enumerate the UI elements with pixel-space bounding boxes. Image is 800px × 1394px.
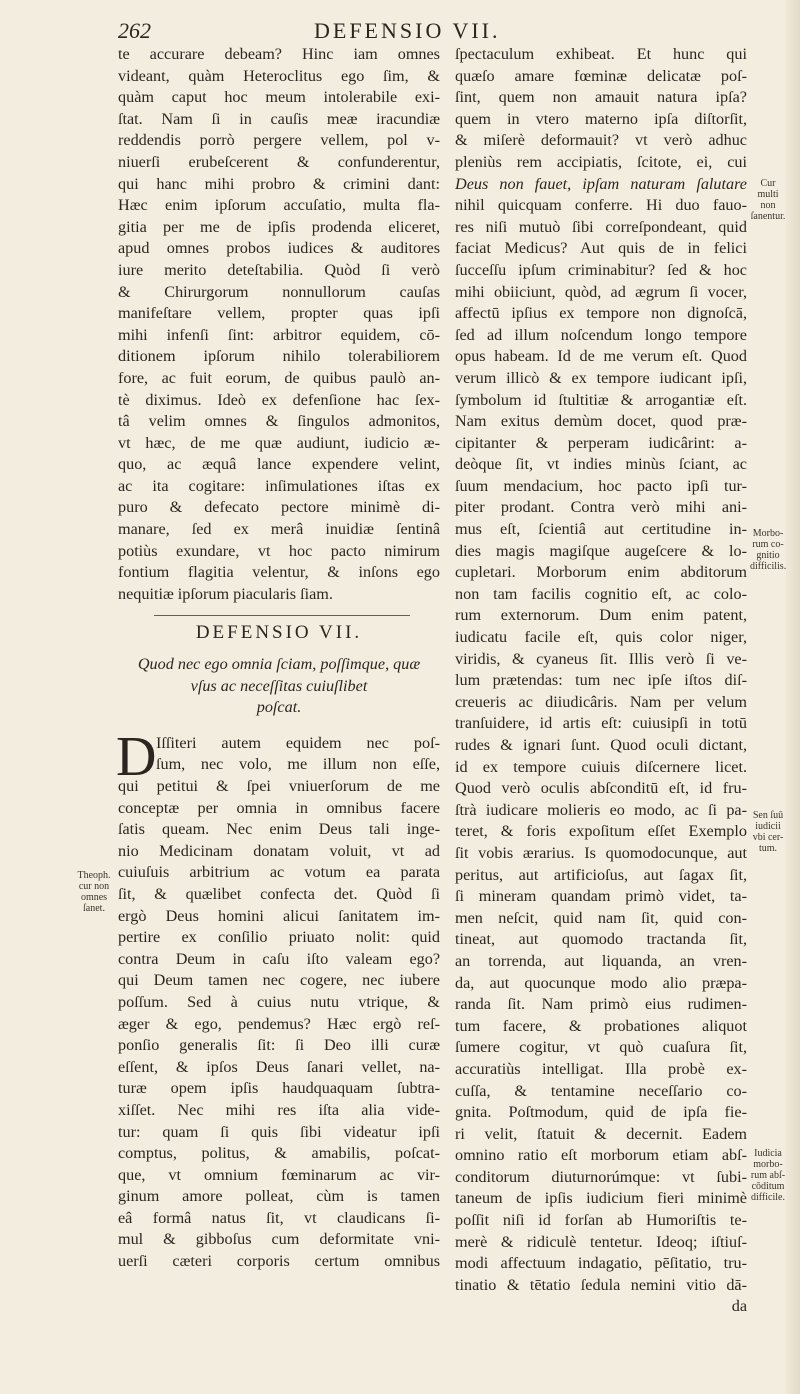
text-line: accuratiùs intelligat. Illa probè ex- xyxy=(455,1059,747,1078)
text-line: lum prætendas: tum nec ipſe iſtos diſ- xyxy=(455,671,747,690)
text-line: res niſi mutuò ſibi correſpondeant, quid xyxy=(455,217,747,236)
text-line: taneum de ipſis iudicium fieri minimè xyxy=(455,1189,747,1208)
text-line: tranſuidere, id artis eſt: cuiusipſi in totū xyxy=(455,714,747,733)
running-title: DEFENSIO VII. xyxy=(314,18,501,43)
text-line: conditorum diuturnorúmque: vt ſubi- xyxy=(455,1167,747,1186)
text-line: comptus, politus, & amabilis, poſcat- xyxy=(118,1144,440,1163)
text-line: ſint, quem non amauit natura ipſa? xyxy=(455,88,747,107)
text-line: tè diximus. Ideò ex defenſione hac ſex- xyxy=(118,390,440,409)
text-line: poſſum. Sed à cuius nutu vtrique, & xyxy=(118,992,440,1011)
text-line: rudes & ignari ſunt. Quod oculi dictant, xyxy=(455,736,747,754)
text-line: & Chirurgorum nonnullorum cauſas xyxy=(118,282,440,301)
text-line: Hæc enim ipſorum accuſatio, multa fla- xyxy=(118,196,440,215)
text-line: iure merito deteſtabilia. Quòd ſi verò xyxy=(118,260,440,279)
text-line: niuerſi erubeſcerent & confunderentur, xyxy=(118,152,440,171)
text-line: ſum, nec volo, me illum non eſſe, xyxy=(156,755,440,774)
text-line: mihi obiiciunt, quòd, ad ægrum ſi vocer, xyxy=(455,282,747,301)
margin-note-right: Sen ſuū iudicii vbi cer-tum. xyxy=(752,810,784,854)
text-line: ſpectaculum exhibeat. Et hunc qui xyxy=(455,45,747,63)
text-line: ſuum mendacium, hoc pacto ipſi tur- xyxy=(455,476,747,495)
text-line: id ex tempore cuiuis diſcernere licet. xyxy=(455,757,747,776)
text-line: vt hæc, de me quæ audiunt, iudicio æ- xyxy=(118,433,440,452)
text-line: poſſit niſi id forſan ab Humoriſtis te- xyxy=(455,1211,747,1230)
text-line: qui hanc mihi probro & crimini dant: xyxy=(118,174,440,193)
page-number: 262 xyxy=(118,18,151,43)
page-edge xyxy=(786,0,800,1394)
text-line: ri velit, ſtatuit & decernit. Eadem xyxy=(455,1124,747,1143)
text-line: teret, & foris expoſitum eſſet Exemplo xyxy=(455,822,747,841)
text-line: Deus non fauet, ipſam naturam ſalutare xyxy=(455,174,747,193)
text-line: verum illicò & ex tempore iudicant ipſi, xyxy=(455,368,747,387)
text-line: Nam exitus demùm docet, quod præ- xyxy=(455,412,747,431)
text-line: faciat Medicus? Aut quis de in felici xyxy=(455,239,747,258)
text-line: deòque ſit, vt indies minùs ſciant, ac xyxy=(455,455,747,474)
summary-line: poſcat. xyxy=(256,698,302,717)
text-line: quàm caput hoc meum intolerabile exi- xyxy=(118,88,440,107)
text-line: mihi infenſi ſint: arbitror equidem, cō- xyxy=(118,325,440,344)
text-line: manifeſtare vellem, propter quas ipſi xyxy=(118,304,440,323)
text-line: modi affectuum indagatio, pēſitatio, tru- xyxy=(455,1254,747,1273)
text-line: non tam facilis cognitio eſt, ac colo- xyxy=(455,584,747,603)
text-line: pleniùs rem accipiatis, ſcitote, ei, cui xyxy=(455,152,747,171)
text-line: ſi mineram quandam primò videt, ta- xyxy=(455,887,747,906)
margin-note-right: Cur multi non ſanentur. xyxy=(750,178,786,222)
text-line: uerſi cæteri corporis certum omnibus xyxy=(118,1252,440,1271)
text-line: ac ita cogitare: inſimulationes iſtas ex xyxy=(118,476,440,495)
text-line: opus habeam. Id de me verum eſt. Quod xyxy=(455,347,747,366)
text-line: omnino ratio eſt morborum etiam abſ- xyxy=(455,1146,747,1165)
text-line: mus eſt, ſcientiâ aut certitudine in- xyxy=(455,520,747,539)
text-line: reddendis porrò pergere vellem, pol v- xyxy=(118,131,440,150)
text-line: videant, quàm Heteroclitus ego ſim, & xyxy=(118,66,440,85)
text-line: tum facere, & probationes aliquot xyxy=(455,1016,747,1035)
text-line: Quod verò oculis abſconditū eſt, id fru- xyxy=(455,779,747,798)
text-line: Iſſiteri autem equidem nec poſ- xyxy=(156,733,440,752)
text-line: ponſio generalis ſit: ſi Deo illi curæ xyxy=(118,1036,440,1055)
drop-cap: D xyxy=(116,725,157,788)
text-line: conceptæ per omnia in omnibus facere xyxy=(118,798,440,817)
text-line: da, aut quocunque modo alio præpa- xyxy=(455,973,747,992)
text-line: an torrenda, aut liquanda, an vren- xyxy=(455,951,747,970)
text-line: dies magis magiſque augeſcere & lo- xyxy=(455,541,747,560)
text-line: mul & gibboſus cum deformitate vni- xyxy=(118,1230,440,1249)
summary-line: vſus ac neceſſitas cuiuſlibet xyxy=(190,676,368,695)
text-line: que, vt omnium fœminarum ac vir- xyxy=(118,1165,440,1184)
text-line: quem in vtero materno ipſa diſtorſit, xyxy=(455,109,747,128)
text-line: gitia per me de ipſis prodenda eliceret, xyxy=(118,217,440,236)
text-line: cuiuſuis arbitrium ac votum ea parata xyxy=(118,863,440,882)
text-line: nihil quicquam conferre. Hi duo fauo- xyxy=(455,196,747,215)
section-rule xyxy=(154,605,410,616)
text-line: xiſſet. Nec mihi res iſta alia vide- xyxy=(118,1100,440,1119)
margin-note-right: Iudicia morbo-rum abſ-cōditum difficile. xyxy=(750,1148,786,1203)
text-line: tineat, aut quomodo tractanda ſit, xyxy=(455,930,747,949)
text-line: piter prodant. Contra verò mihi ani- xyxy=(455,498,747,517)
text-line: potiùs exundare, vt hoc pacto nimirum xyxy=(118,541,440,560)
text-line: affectū ipſius ex tempore non dignoſcā, xyxy=(455,304,747,323)
text-line: ſucceſſu ipſum criminabitur? ſed & hoc xyxy=(455,260,747,279)
text-line: tur: quam ſi quis ſibi videatur ipſi xyxy=(118,1122,440,1141)
text-line: ſtrà iudicare molieris eo modo, ac ſi pa- xyxy=(455,800,747,819)
text-line: contra Deum in caſu iſto valeam ego? xyxy=(118,949,440,968)
section-heading: DEFENSIO VII. xyxy=(195,622,363,644)
text-line: ſit, & quælibet confecta det. Quòd ſi xyxy=(118,884,440,903)
margin-note-left: Theoph. cur non omnes ſanet. xyxy=(77,870,111,914)
text-line: merè & ridiculè tentetur. Ideoq; iſtiuſ- xyxy=(455,1232,747,1251)
text-line: ſumere cogitur, vt quò cuaſura ſit, xyxy=(455,1038,747,1057)
text-line: turæ opem ipſis haudquaquam ſubtra- xyxy=(118,1079,440,1098)
text-line: te accurare debeam? Hinc iam omnes xyxy=(118,45,440,63)
text-line: gnita. Poſtmodum, quid de ipſa fie- xyxy=(455,1103,747,1122)
text-line: rum externorum. Dum enim patent, xyxy=(455,606,747,625)
text-line: pertire ex conſilio priuato nolit: quid xyxy=(118,928,440,947)
text-line: qui Deum tamen nec cogere, nec iubere xyxy=(118,971,440,990)
text-line: creueris ac diiudicâris. Nam per velum xyxy=(455,692,747,711)
text-line: ſed ad illum noſcendum longo tempore xyxy=(455,325,747,344)
text-line: quæſo amare fœminæ delicatæ poſ- xyxy=(455,66,747,85)
margin-note-right: Morbo-rum co-gnitio difficilis. xyxy=(750,528,787,572)
text-line: cupletari. Morborum enim abditorum xyxy=(455,563,747,582)
text-line: ſymbolum id ſtultitiæ & arrogantiæ eſt. xyxy=(455,390,747,409)
text-line: ginum amore polleat, cùm is tamen xyxy=(118,1187,440,1206)
text-line: quo, ac æquâ lance expendere velint, xyxy=(118,455,440,474)
text-line: manare, ſed ex merâ inuidiæ ſentinâ xyxy=(118,520,440,539)
text-line: tâ velim omnes & ſingulos admonitos, xyxy=(118,412,440,431)
text-line: eſſent, & ipſos Deus ſanari vellet, na- xyxy=(118,1057,440,1076)
text-line: tinatio & tētatio ſedula nemini vitio dā- xyxy=(455,1275,747,1294)
text-line: ergò Deus homini alicui ſanitatem im- xyxy=(118,906,440,925)
right-column xyxy=(455,44,747,1318)
text-line: puro & defecato pectore minimè di- xyxy=(118,498,440,517)
text-line: peritus, aut artificioſus, aut ſagax ſit, xyxy=(455,865,747,884)
text-line: ſtat. Nam ſi in cauſis meæ iracundiæ xyxy=(118,109,440,128)
summary-line: Quod nec ego omnia ſciam, poſſimque, quæ xyxy=(137,655,421,674)
text-line: men neſcit, quid nam ſit, quid con- xyxy=(455,908,747,927)
text-line: æger & ego, pendemus? Hæc ergò reſ- xyxy=(118,1014,440,1033)
text-line: cuſſa, & tentamine neceſſario co- xyxy=(455,1081,747,1100)
text-line: & miſerè deformauit? vt verò adhuc xyxy=(455,131,747,150)
text-line: cipitanter & perperam iudicârint: a- xyxy=(455,433,747,452)
text-line: ditionem ipſorum nihilo tolerabiliorem xyxy=(118,347,440,366)
text-line: randa ſit. Nam primò eius rudimen- xyxy=(455,995,747,1014)
text-line: viridis, & cyaneus ſit. Illis verò ſi ve- xyxy=(455,649,747,668)
text-line: iudicatu facile eſt, quis color niger, xyxy=(455,628,747,647)
catchword: da xyxy=(731,1297,747,1316)
left-column xyxy=(118,44,440,1273)
text-line: fontium flagitia velentur, & inſons ego xyxy=(118,563,440,582)
text-line: nequitiæ ipſorum piacularis ſiam. xyxy=(118,584,333,603)
text-line: eâ formâ natus ſit, vt claudicans ſi- xyxy=(118,1208,440,1227)
text-line: qui petitui & ſpei vniuerſorum de me xyxy=(118,777,440,795)
text-line: nio Medicinam donatam voluit, vt ad xyxy=(118,841,440,860)
text-line: apud omnes probos iudices & auditores xyxy=(118,239,440,258)
text-line: ſit vobis ærarius. Is quomodocunque, aut xyxy=(455,843,747,862)
text-line: fore, ac fuit eorum, de quibus paulò an- xyxy=(118,368,440,387)
text-line: ſatis queam. Nec enim Deus tali inge- xyxy=(118,820,440,839)
